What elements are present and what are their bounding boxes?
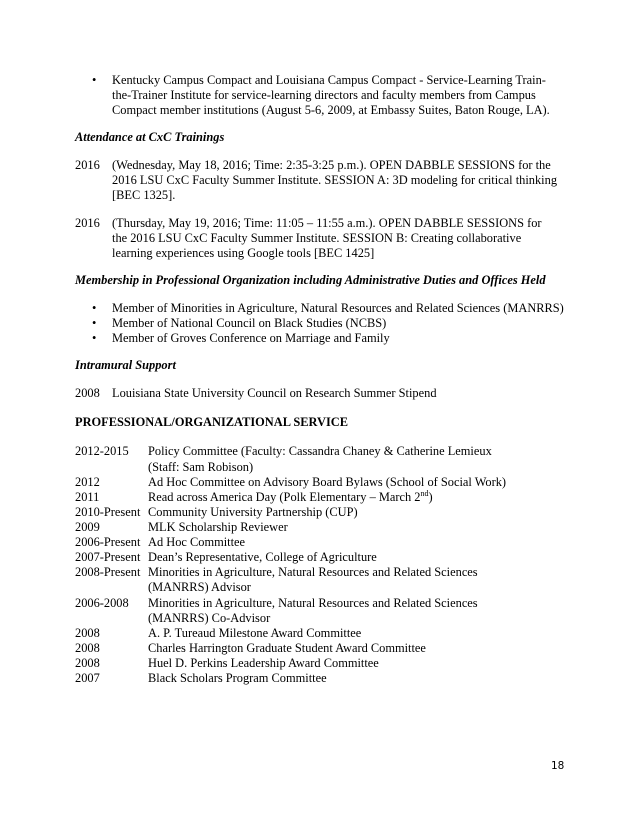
attendance-heading: Attendance at CxC Trainings	[75, 130, 225, 144]
service-text: Charles Harrington Graduate Student Award Committee	[148, 641, 426, 655]
attendance-1-line-3: [BEC 1325].	[112, 188, 176, 202]
service-text: (Staff: Sam Robison)	[148, 460, 254, 474]
attendance-2-line-2: the 2016 LSU CxC Faculty Summer Institute. SESSION B: Creating collaborative	[112, 231, 522, 245]
attendance-year-1: 2016	[75, 158, 100, 172]
intro-line-2: the-Trainer Institute for service-learning directors and faculty members from Campus	[112, 88, 536, 102]
service-text: Huel D. Perkins Leadership Award Committee	[148, 656, 379, 670]
service-year: 2012	[75, 475, 100, 489]
page-number: 18	[551, 760, 565, 772]
attendance-2-line-3: learning experiences using Google tools [BEC 1425]	[112, 246, 375, 260]
service-year: 2012-2015	[75, 444, 129, 458]
membership-heading: Membership in Professional Organization including Administrative Duties and Offices Held	[75, 273, 546, 287]
bullet-icon: •	[92, 316, 97, 330]
service-year: 2007-Present	[75, 550, 141, 564]
service-year: 2011	[75, 490, 100, 504]
service-year: 2008	[75, 641, 100, 655]
service-text: A. P. Tureaud Milestone Award Committee	[148, 626, 362, 640]
service-text: Black Scholars Program Committee	[148, 671, 327, 685]
service-text: (MANRRS) Advisor	[148, 580, 251, 594]
service-text: Minorities in Agriculture, Natural Resources and Related Sciences	[148, 596, 478, 610]
service-text: Read across America Day (Polk Elementary – March 2	[148, 490, 421, 504]
service-text: Community University Partnership (CUP)	[148, 505, 358, 519]
service-text: Dean’s Representative, College of Agriculture	[148, 550, 377, 564]
bullet-icon: •	[92, 73, 97, 87]
service-text-closing: )	[428, 490, 433, 504]
service-text: Policy Committee (Faculty: Cassandra Chaney & Catherine Lemieux	[148, 444, 492, 458]
membership-item-3: Member of Groves Conference on Marriage and Family	[112, 331, 390, 345]
attendance-year-2: 2016	[75, 216, 100, 230]
membership-item-2: Member of National Council on Black Studies (NCBS)	[112, 316, 387, 330]
service-year: 2006-2008	[75, 596, 129, 610]
intramural-year: 2008	[75, 386, 100, 400]
intro-line-3: Compact member institutions (August 5-6, 2009, at Embassy Suites, Baton Rouge, LA).	[112, 103, 550, 117]
attendance-1-line-2: 2016 LSU CxC Faculty Summer Institute. SESSION A: 3D modeling for critical thinking	[112, 173, 558, 187]
service-year: 2007	[75, 671, 100, 685]
intramural-heading: Intramural Support	[75, 358, 176, 372]
intramural-text: Louisiana State University Council on Research Summer Stipend	[112, 386, 437, 400]
service-text: Minorities in Agriculture, Natural Resources and Related Sciences	[148, 565, 478, 579]
service-text: MLK Scholarship Reviewer	[148, 520, 288, 534]
service-text: (MANRRS) Co-Advisor	[148, 611, 271, 625]
attendance-2-line-1: (Thursday, May 19, 2016; Time: 11:05 – 11:55 a.m.). OPEN DABBLE SESSIONS for	[112, 216, 542, 230]
service-text: Ad Hoc Committee on Advisory Board Bylaws (School of Social Work)	[148, 475, 507, 489]
intro-line-1: Kentucky Campus Compact and Louisiana Campus Compact - Service-Learning Train-	[112, 73, 546, 87]
service-year: 2008	[75, 656, 100, 670]
service-text-with-superscript	[148, 490, 433, 505]
service-heading: PROFESSIONAL/ORGANIZATIONAL SERVICE	[75, 415, 349, 429]
bullet-icon: •	[92, 301, 97, 315]
service-year: 2009	[75, 520, 100, 534]
service-year: 2010-Present	[75, 505, 141, 519]
attendance-1-line-1: (Wednesday, May 18, 2016; Time: 2:35-3:25 p.m.). OPEN DABBLE SESSIONS for the	[112, 158, 551, 172]
membership-item-1: Member of Minorities in Agriculture, Natural Resources and Related Sciences (MANRRS)	[112, 301, 564, 315]
service-year: 2006-Present	[75, 535, 141, 549]
ordinal-superscript: nd	[420, 488, 429, 498]
service-text: Ad Hoc Committee	[148, 535, 246, 549]
service-year: 2008	[75, 626, 100, 640]
service-year: 2008-Present	[75, 565, 141, 579]
bullet-icon: •	[92, 331, 97, 345]
